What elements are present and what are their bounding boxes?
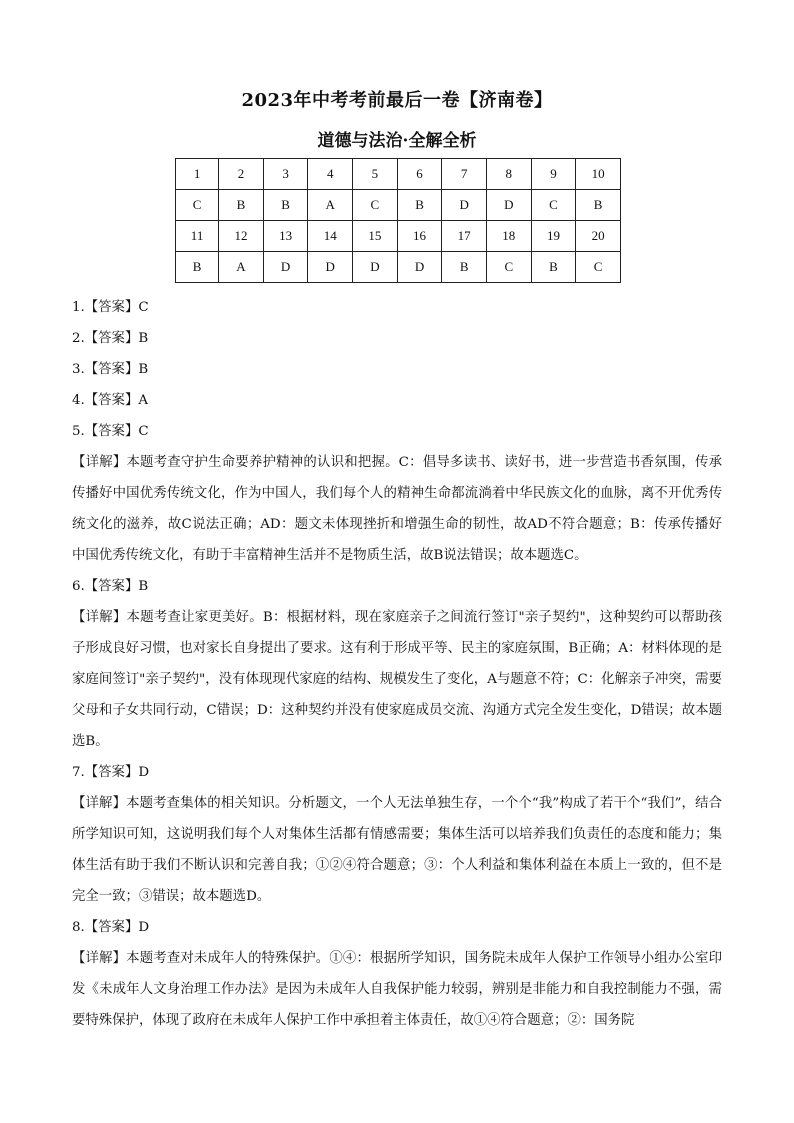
table-cell: D bbox=[442, 190, 487, 221]
table-cell: 9 bbox=[531, 159, 576, 190]
table-cell: 15 bbox=[353, 221, 398, 252]
table-row bbox=[176, 221, 621, 252]
explanation-paragraph: 【详解】本题考查守护生命要养护精神的认识和把握。C：倡导多读书、读好书，进一步营造书香氛围，传承传播好中国优秀传统文化，作为中国人，我们每个人的精神生命都流淌着中华民族文化的血脉，离不开优秀传统文化的滋养，故C说法正确；AD：题文未体现挫折和增强生命的韧性，故AD不符合题意；B：传承传播好中国优秀传统文化，有助于丰富精神生活并不是物质生活，故B说法错误；故本题选C。 bbox=[72, 455, 722, 563]
table-cell: 1 bbox=[176, 159, 219, 190]
table-cell: B bbox=[442, 252, 487, 283]
table-cell: 2 bbox=[219, 159, 264, 190]
table-cell: B bbox=[531, 252, 576, 283]
table-cell: B bbox=[219, 190, 264, 221]
table-cell: C bbox=[353, 190, 398, 221]
table-cell: 3 bbox=[263, 159, 308, 190]
table-row bbox=[176, 190, 621, 221]
table-cell: 11 bbox=[176, 221, 219, 252]
answer-line: 6.【答案】B bbox=[72, 579, 149, 594]
answer-line: 7.【答案】D bbox=[72, 765, 150, 780]
table-row bbox=[176, 252, 621, 283]
table-cell: 17 bbox=[442, 221, 487, 252]
table-cell: A bbox=[219, 252, 264, 283]
explanation-paragraph: 【详解】本题考查集体的相关知识。分析题文，一个人无法单独生存，一个个“我”构成了若干个“我们”，结合所学知识可知，这说明我们每个人对集体生活都有情感需要；集体生活可以培养我们负责任的态度和能力；集体生活有助于我们不断认识和完善自我；①②④符合题意；③：个人利益和集体利益在本质上一致的，但不是完全一致；③错误；故本题选D。 bbox=[72, 796, 722, 904]
answer-line: 8.【答案】D bbox=[72, 920, 150, 935]
answer-line: 5.【答案】C bbox=[72, 424, 149, 439]
table-cell: D bbox=[486, 190, 531, 221]
table-cell: B bbox=[397, 190, 442, 221]
table-cell: C bbox=[486, 252, 531, 283]
table-cell: 14 bbox=[308, 221, 353, 252]
table-cell: 19 bbox=[531, 221, 576, 252]
table-cell: 8 bbox=[486, 159, 531, 190]
answer-line: 2.【答案】B bbox=[72, 331, 149, 346]
answer-explanations bbox=[72, 292, 722, 1036]
table-cell: 7 bbox=[442, 159, 487, 190]
table-cell: B bbox=[263, 190, 308, 221]
table-cell: D bbox=[397, 252, 442, 283]
table-cell: B bbox=[176, 252, 219, 283]
table-cell: D bbox=[308, 252, 353, 283]
table-cell: 16 bbox=[397, 221, 442, 252]
explanation-paragraph: 【详解】本题考查让家更美好。B：根据材料，现在家庭亲子之间流行签订"亲子契约"，这种契约可以帮助孩子形成良好习惯，也对家长自身提出了要求。这有利于形成平等、民主的家庭氛围，B正确；A：材料体现的是家庭间签订"亲子契约"，没有体现现代家庭的结构、规模发生了变化，A与题意不符；C：化解亲子冲突，需要父母和子女共同行动，C错误；D：这种契约并没有使家庭成员交流、沟通方式完全发生变化，D错误；故本题选B。 bbox=[72, 610, 722, 749]
table-cell: C bbox=[176, 190, 219, 221]
table-cell: 6 bbox=[397, 159, 442, 190]
table-row bbox=[176, 159, 621, 190]
table-cell: B bbox=[576, 190, 621, 221]
table-cell: C bbox=[576, 252, 621, 283]
page-subtitle: 道德与法治·全解全析 bbox=[317, 131, 477, 151]
explanation-paragraph: 【详解】本题考查对未成年人的特殊保护。①④：根据所学知识，国务院未成年人保护工作领导小组办公室印发《未成年人文身治理工作办法》是因为未成年人自我保护能力较弱，辨别是非能力和自我控制能力不强，需要特殊保护，体现了政府在未成年人保护工作中承担着主体责任，故①④符合题意；②：国务院 bbox=[72, 951, 722, 1028]
table-cell: 18 bbox=[486, 221, 531, 252]
answer-line: 4.【答案】A bbox=[72, 393, 149, 408]
answer-line: 3.【答案】B bbox=[72, 362, 149, 377]
table-cell: 5 bbox=[353, 159, 398, 190]
table-cell: C bbox=[531, 190, 576, 221]
table-cell: 4 bbox=[308, 159, 353, 190]
table-cell: 20 bbox=[576, 221, 621, 252]
table-cell: D bbox=[353, 252, 398, 283]
table-cell: D bbox=[263, 252, 308, 283]
table-cell: A bbox=[308, 190, 353, 221]
table-cell: 13 bbox=[263, 221, 308, 252]
page-title: 2023年中考考前最后一卷【济南卷】 bbox=[241, 90, 553, 111]
answer-line: 1.【答案】C bbox=[72, 300, 149, 315]
table-cell: 12 bbox=[219, 221, 264, 252]
answer-table bbox=[175, 158, 621, 283]
table-cell: 10 bbox=[576, 159, 621, 190]
